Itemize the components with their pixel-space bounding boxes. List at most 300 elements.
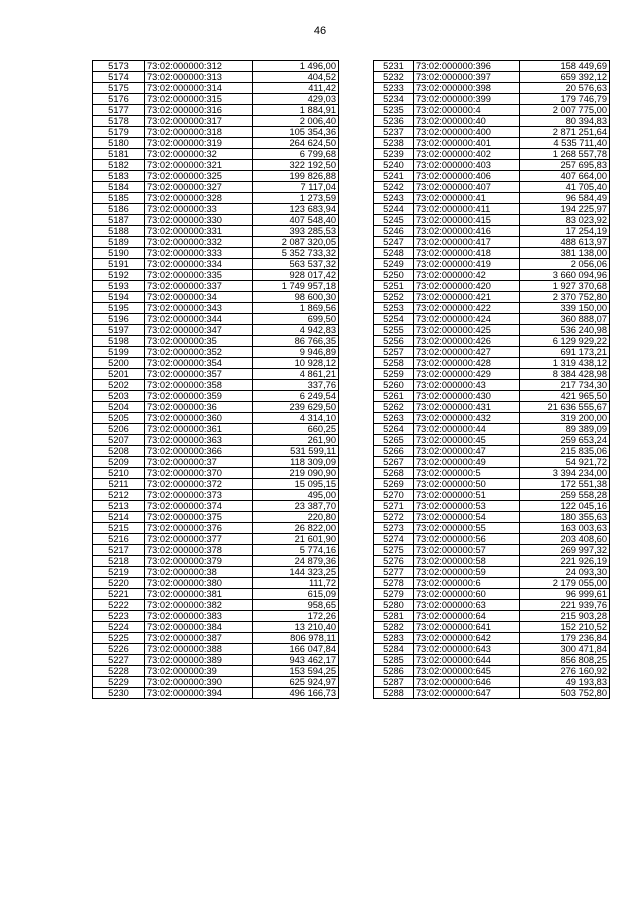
cadastral-number: 73:02:000000:374 [145, 501, 253, 512]
cadastral-value: 691 173,21 [520, 347, 610, 358]
cadastral-value: 1 749 957,18 [253, 281, 339, 292]
row-number: 5206 [93, 424, 145, 435]
table-row [93, 611, 339, 622]
row-number: 5193 [93, 281, 145, 292]
row-number: 5285 [374, 655, 414, 666]
table-row [93, 226, 339, 237]
table-row [93, 424, 339, 435]
row-number: 5286 [374, 666, 414, 677]
cadastral-number: 73:02:000000:403 [414, 160, 520, 171]
cadastral-number: 73:02:000000:33 [145, 204, 253, 215]
table-row [93, 182, 339, 193]
row-number: 5173 [93, 61, 145, 72]
cadastral-number: 73:02:000000:312 [145, 61, 253, 72]
cadastral-number: 73:02:000000:38 [145, 567, 253, 578]
table-row [93, 292, 339, 303]
cadastral-value: 17 254,19 [520, 226, 610, 237]
cadastral-number: 73:02:000000:37 [145, 457, 253, 468]
cadastral-number: 73:02:000000:380 [145, 578, 253, 589]
cadastral-value: 3 660 094,96 [520, 270, 610, 281]
table-row [93, 160, 339, 171]
table-row [374, 270, 610, 281]
table-row [93, 61, 339, 72]
table-row [374, 61, 610, 72]
cadastral-number: 73:02:000000:60 [414, 589, 520, 600]
cadastral-value: 2 871 251,64 [520, 127, 610, 138]
cadastral-number: 73:02:000000:401 [414, 138, 520, 149]
cadastral-number: 73:02:000000:55 [414, 523, 520, 534]
row-number: 5264 [374, 424, 414, 435]
table-row [93, 468, 339, 479]
table-row [93, 94, 339, 105]
cadastral-value: 96 584,49 [520, 193, 610, 204]
row-number: 5198 [93, 336, 145, 347]
row-number: 5277 [374, 567, 414, 578]
cadastral-number: 73:02:000000:431 [414, 402, 520, 413]
cadastral-number: 73:02:000000:328 [145, 193, 253, 204]
table-row [374, 127, 610, 138]
cadastral-value: 393 285,53 [253, 226, 339, 237]
row-number: 5221 [93, 589, 145, 600]
cadastral-value: 6 129 929,22 [520, 336, 610, 347]
cadastral-value: 158 449,69 [520, 61, 610, 72]
cadastral-number: 73:02:000000:387 [145, 633, 253, 644]
cadastral-value: 495,00 [253, 490, 339, 501]
table-row [374, 380, 610, 391]
table-row [93, 435, 339, 446]
cadastral-number: 73:02:000000:363 [145, 435, 253, 446]
table-row [93, 270, 339, 281]
table-row [93, 622, 339, 633]
table-row [93, 457, 339, 468]
cadastral-number: 73:02:000000:373 [145, 490, 253, 501]
row-number: 5266 [374, 446, 414, 457]
row-number: 5235 [374, 105, 414, 116]
cadastral-value: 496 166,73 [253, 688, 339, 699]
left-table [92, 60, 339, 699]
row-number: 5287 [374, 677, 414, 688]
row-number: 5241 [374, 171, 414, 182]
row-number: 5275 [374, 545, 414, 556]
cadastral-value: 221 926,19 [520, 556, 610, 567]
row-number: 5232 [374, 72, 414, 83]
cadastral-value: 26 822,00 [253, 523, 339, 534]
row-number: 5268 [374, 468, 414, 479]
cadastral-value: 259 653,24 [520, 435, 610, 446]
cadastral-number: 73:02:000000:360 [145, 413, 253, 424]
cadastral-number: 73:02:000000:647 [414, 688, 520, 699]
cadastral-number: 73:02:000000:422 [414, 303, 520, 314]
cadastral-number: 73:02:000000:425 [414, 325, 520, 336]
row-number: 5262 [374, 402, 414, 413]
cadastral-value: 1 273,59 [253, 193, 339, 204]
row-number: 5250 [374, 270, 414, 281]
cadastral-number: 73:02:000000:313 [145, 72, 253, 83]
table-row [374, 314, 610, 325]
row-number: 5236 [374, 116, 414, 127]
row-number: 5217 [93, 545, 145, 556]
table-row [374, 424, 610, 435]
cadastral-value: 122 045,16 [520, 501, 610, 512]
cadastral-number: 73:02:000000:330 [145, 215, 253, 226]
cadastral-value: 21 636 555,67 [520, 402, 610, 413]
table-row [93, 534, 339, 545]
row-number: 5237 [374, 127, 414, 138]
cadastral-value: 21 601,90 [253, 534, 339, 545]
cadastral-number: 73:02:000000:430 [414, 391, 520, 402]
cadastral-value: 221 939,76 [520, 600, 610, 611]
row-number: 5281 [374, 611, 414, 622]
table-row [93, 567, 339, 578]
row-number: 5202 [93, 380, 145, 391]
table-row [374, 105, 610, 116]
cadastral-number: 73:02:000000:35 [145, 336, 253, 347]
cadastral-value: 563 537,32 [253, 259, 339, 270]
row-number: 5282 [374, 622, 414, 633]
cadastral-number: 73:02:000000:57 [414, 545, 520, 556]
row-number: 5197 [93, 325, 145, 336]
table-row [93, 545, 339, 556]
table-row [93, 655, 339, 666]
cadastral-value: 1 884,91 [253, 105, 339, 116]
cadastral-value: 86 766,35 [253, 336, 339, 347]
row-number: 5199 [93, 347, 145, 358]
row-number: 5176 [93, 94, 145, 105]
cadastral-number: 73:02:000000:49 [414, 457, 520, 468]
cadastral-value: 339 150,00 [520, 303, 610, 314]
table-row [93, 248, 339, 259]
cadastral-value: 203 408,60 [520, 534, 610, 545]
cadastral-value: 407 548,40 [253, 215, 339, 226]
table-row [374, 666, 610, 677]
cadastral-value: 105 354,36 [253, 127, 339, 138]
row-number: 5263 [374, 413, 414, 424]
cadastral-value: 300 471,84 [520, 644, 610, 655]
row-number: 5225 [93, 633, 145, 644]
cadastral-number: 73:02:000000:384 [145, 622, 253, 633]
cadastral-number: 73:02:000000:372 [145, 479, 253, 490]
cadastral-value: 199 826,88 [253, 171, 339, 182]
cadastral-number: 73:02:000000:359 [145, 391, 253, 402]
cadastral-number: 73:02:000000:390 [145, 677, 253, 688]
cadastral-value: 96 999,61 [520, 589, 610, 600]
table-row [93, 193, 339, 204]
row-number: 5213 [93, 501, 145, 512]
table-row [93, 358, 339, 369]
cadastral-value: 6 799,68 [253, 149, 339, 160]
cadastral-number: 73:02:000000:59 [414, 567, 520, 578]
cadastral-value: 239 629,50 [253, 402, 339, 413]
cadastral-number: 73:02:000000:419 [414, 259, 520, 270]
row-number: 5269 [374, 479, 414, 490]
cadastral-number: 73:02:000000:428 [414, 358, 520, 369]
table-row [374, 171, 610, 182]
cadastral-value: 111,72 [253, 578, 339, 589]
row-number: 5238 [374, 138, 414, 149]
row-number: 5279 [374, 589, 414, 600]
row-number: 5191 [93, 259, 145, 270]
table-row [374, 479, 610, 490]
table-row [374, 292, 610, 303]
cadastral-number: 73:02:000000:321 [145, 160, 253, 171]
cadastral-number: 73:02:000000:432 [414, 413, 520, 424]
row-number: 5204 [93, 402, 145, 413]
cadastral-number: 73:02:000000:319 [145, 138, 253, 149]
cadastral-value: 23 387,70 [253, 501, 339, 512]
table-row [93, 490, 339, 501]
cadastral-value: 1 319 438,12 [520, 358, 610, 369]
cadastral-number: 73:02:000000:6 [414, 578, 520, 589]
cadastral-number: 73:02:000000:315 [145, 94, 253, 105]
table-row [374, 149, 610, 160]
row-number: 5274 [374, 534, 414, 545]
table-row [374, 611, 610, 622]
cadastral-number: 73:02:000000:382 [145, 600, 253, 611]
row-number: 5273 [374, 523, 414, 534]
table-row [374, 413, 610, 424]
table-row [374, 688, 610, 699]
table-row [374, 490, 610, 501]
cadastral-value: 80 394,83 [520, 116, 610, 127]
cadastral-value: 261,90 [253, 435, 339, 446]
row-number: 5188 [93, 226, 145, 237]
cadastral-number: 73:02:000000:354 [145, 358, 253, 369]
table-row [374, 578, 610, 589]
cadastral-number: 73:02:000000:42 [414, 270, 520, 281]
cadastral-number: 73:02:000000:415 [414, 215, 520, 226]
cadastral-value: 531 599,11 [253, 446, 339, 457]
cadastral-number: 73:02:000000:317 [145, 116, 253, 127]
table-row [374, 358, 610, 369]
table-row [93, 512, 339, 523]
cadastral-number: 73:02:000000:426 [414, 336, 520, 347]
cadastral-number: 73:02:000000:58 [414, 556, 520, 567]
table-row [374, 633, 610, 644]
table-row [374, 237, 610, 248]
cadastral-number: 73:02:000000:44 [414, 424, 520, 435]
table-row [374, 589, 610, 600]
cadastral-value: 2 006,40 [253, 116, 339, 127]
row-number: 5259 [374, 369, 414, 380]
table-row [374, 677, 610, 688]
cadastral-value: 179 236,84 [520, 633, 610, 644]
cadastral-value: 194 225,97 [520, 204, 610, 215]
cadastral-number: 73:02:000000:54 [414, 512, 520, 523]
cadastral-value: 54 921,72 [520, 457, 610, 468]
row-number: 5179 [93, 127, 145, 138]
cadastral-number: 73:02:000000:378 [145, 545, 253, 556]
row-number: 5270 [374, 490, 414, 501]
table-row [93, 281, 339, 292]
table-row [374, 215, 610, 226]
table-row [93, 556, 339, 567]
cadastral-value: 2 007 775,00 [520, 105, 610, 116]
row-number: 5247 [374, 237, 414, 248]
cadastral-value: 10 928,12 [253, 358, 339, 369]
table-row [93, 578, 339, 589]
row-number: 5175 [93, 83, 145, 94]
table-row [93, 237, 339, 248]
cadastral-number: 73:02:000000:333 [145, 248, 253, 259]
cadastral-number: 73:02:000000:646 [414, 677, 520, 688]
cadastral-number: 73:02:000000:45 [414, 435, 520, 446]
cadastral-value: 20 576,63 [520, 83, 610, 94]
row-number: 5185 [93, 193, 145, 204]
table-row [93, 72, 339, 83]
cadastral-value: 958,65 [253, 600, 339, 611]
cadastral-value: 118 309,09 [253, 457, 339, 468]
right-table [373, 60, 610, 699]
cadastral-number: 73:02:000000:427 [414, 347, 520, 358]
table-row [374, 457, 610, 468]
table-row [93, 204, 339, 215]
cadastral-value: 322 192,50 [253, 160, 339, 171]
row-number: 5242 [374, 182, 414, 193]
cadastral-number: 73:02:000000:43 [414, 380, 520, 391]
cadastral-number: 73:02:000000:53 [414, 501, 520, 512]
cadastral-value: 699,50 [253, 314, 339, 325]
table-row [93, 215, 339, 226]
row-number: 5240 [374, 160, 414, 171]
row-number: 5278 [374, 578, 414, 589]
row-number: 5209 [93, 457, 145, 468]
table-row [374, 391, 610, 402]
table-row [374, 193, 610, 204]
row-number: 5201 [93, 369, 145, 380]
cadastral-value: 163 003,63 [520, 523, 610, 534]
table-row [93, 369, 339, 380]
row-number: 5260 [374, 380, 414, 391]
cadastral-number: 73:02:000000:399 [414, 94, 520, 105]
table-row [374, 83, 610, 94]
cadastral-value: 215 903,28 [520, 611, 610, 622]
cadastral-number: 73:02:000000:36 [145, 402, 253, 413]
row-number: 5243 [374, 193, 414, 204]
cadastral-number: 73:02:000000:358 [145, 380, 253, 391]
table-row [374, 534, 610, 545]
row-number: 5200 [93, 358, 145, 369]
row-number: 5245 [374, 215, 414, 226]
table-row [374, 622, 610, 633]
table-row [374, 303, 610, 314]
row-number: 5265 [374, 435, 414, 446]
table-row [93, 105, 339, 116]
cadastral-number: 73:02:000000:332 [145, 237, 253, 248]
table-row [374, 347, 610, 358]
cadastral-number: 73:02:000000:318 [145, 127, 253, 138]
cadastral-value: 215 835,06 [520, 446, 610, 457]
cadastral-value: 49 193,83 [520, 677, 610, 688]
cadastral-number: 73:02:000000:47 [414, 446, 520, 457]
cadastral-value: 276 160,92 [520, 666, 610, 677]
cadastral-value: 4 861,21 [253, 369, 339, 380]
table-row [374, 512, 610, 523]
row-number: 5189 [93, 237, 145, 248]
row-number: 5207 [93, 435, 145, 446]
cadastral-value: 98 600,30 [253, 292, 339, 303]
cadastral-value: 123 683,94 [253, 204, 339, 215]
row-number: 5219 [93, 567, 145, 578]
cadastral-value: 257 695,83 [520, 160, 610, 171]
cadastral-number: 73:02:000000:394 [145, 688, 253, 699]
row-number: 5195 [93, 303, 145, 314]
row-number: 5186 [93, 204, 145, 215]
table-row [374, 446, 610, 457]
row-number: 5253 [374, 303, 414, 314]
table-row [93, 666, 339, 677]
row-number: 5233 [374, 83, 414, 94]
row-number: 5288 [374, 688, 414, 699]
cadastral-number: 73:02:000000:407 [414, 182, 520, 193]
table-row [93, 259, 339, 270]
table-row [374, 336, 610, 347]
row-number: 5230 [93, 688, 145, 699]
table-row [93, 479, 339, 490]
cadastral-number: 73:02:000000:388 [145, 644, 253, 655]
cadastral-value: 5 774,16 [253, 545, 339, 556]
row-number: 5231 [374, 61, 414, 72]
cadastral-number: 73:02:000000:34 [145, 292, 253, 303]
row-number: 5190 [93, 248, 145, 259]
table-row [93, 644, 339, 655]
row-number: 5210 [93, 468, 145, 479]
cadastral-number: 73:02:000000:4 [414, 105, 520, 116]
cadastral-number: 73:02:000000:327 [145, 182, 253, 193]
table-row [93, 336, 339, 347]
cadastral-value: 83 023,92 [520, 215, 610, 226]
row-number: 5271 [374, 501, 414, 512]
table-row [93, 347, 339, 358]
cadastral-number: 73:02:000000:64 [414, 611, 520, 622]
cadastral-value: 15 095,15 [253, 479, 339, 490]
row-number: 5211 [93, 479, 145, 490]
cadastral-value: 2 056,06 [520, 259, 610, 270]
cadastral-value: 153 594,25 [253, 666, 339, 677]
table-row [374, 182, 610, 193]
table-row [93, 380, 339, 391]
cadastral-number: 73:02:000000:397 [414, 72, 520, 83]
row-number: 5174 [93, 72, 145, 83]
row-number: 5226 [93, 644, 145, 655]
cadastral-number: 73:02:000000:402 [414, 149, 520, 160]
cadastral-value: 4 314,10 [253, 413, 339, 424]
cadastral-value: 3 394 234,00 [520, 468, 610, 479]
table-row [93, 325, 339, 336]
cadastral-value: 806 978,11 [253, 633, 339, 644]
table-row [374, 94, 610, 105]
cadastral-number: 73:02:000000:347 [145, 325, 253, 336]
cadastral-number: 73:02:000000:418 [414, 248, 520, 259]
cadastral-value: 269 997,32 [520, 545, 610, 556]
row-number: 5183 [93, 171, 145, 182]
table-row [374, 248, 610, 259]
row-number: 5258 [374, 358, 414, 369]
cadastral-value: 856 808,25 [520, 655, 610, 666]
table-row [93, 633, 339, 644]
cadastral-value: 536 240,98 [520, 325, 610, 336]
row-number: 5223 [93, 611, 145, 622]
row-number: 5215 [93, 523, 145, 534]
cadastral-value: 172,26 [253, 611, 339, 622]
row-number: 5187 [93, 215, 145, 226]
row-number: 5283 [374, 633, 414, 644]
row-number: 5229 [93, 677, 145, 688]
table-row [93, 446, 339, 457]
cadastral-number: 73:02:000000:56 [414, 534, 520, 545]
cadastral-number: 73:02:000000:377 [145, 534, 253, 545]
cadastral-number: 73:02:000000:641 [414, 622, 520, 633]
table-row [93, 501, 339, 512]
